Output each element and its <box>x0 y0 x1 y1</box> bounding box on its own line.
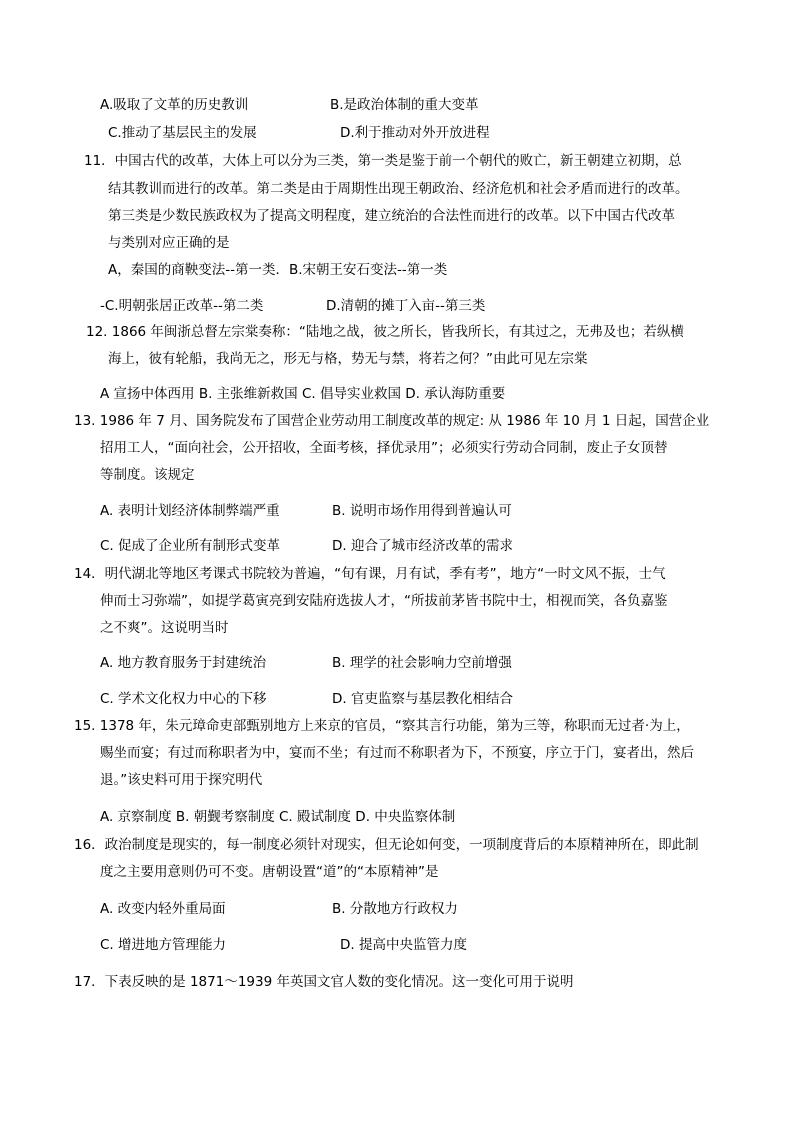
q11-option-d: D.清朝的摊丁入亩--第三类 <box>326 298 486 314</box>
q15-stem-line: 15. 1378 年，朱元璋命吏部甄别地方上来京的官员，“察其言行功能，第为三等，称职而无过者·为上， <box>74 718 690 734</box>
q10-option-b: B.是政治体制的重大变革 <box>330 97 479 113</box>
q11-option-c: -C.明朝张居正改革--第二类 <box>100 298 264 314</box>
q11-options-ab: A，秦国的商鞅变法--第一类．B.宋朝王安石变法--第一类 <box>108 262 448 278</box>
q10-option-d: D.利于推动对外开放进程 <box>340 125 490 141</box>
q14-stem-line: 之不爽”。这说明当时 <box>100 620 229 636</box>
q17-stem-line: 17．下表反映的是 1871～1939 年英国文官人数的变化情况。这一变化可用于说明 <box>74 974 574 990</box>
q10-option-a: A.吸取了文革的历史教训 <box>100 97 249 113</box>
q14-option-a: A. 地方教育服务于封建统治 <box>100 655 267 671</box>
q11-stem-line: 与类别对应正确的是 <box>108 235 230 251</box>
q13-stem-line: 13. 1986 年 7 月、国务院发布了国营企业劳动用工制度改革的规定: 从 1986 年 10 月 1 日起，国营企业 <box>74 413 710 429</box>
q12-stem-line: 12. 1866 年闽浙总督左宗棠奏称：“陆地之战，彼之所长，皆我所长，有其过之，无弗及也；若纵横 <box>86 324 684 340</box>
q14-option-b: B. 理学的社会影响力空前增强 <box>332 655 512 671</box>
q16-stem-line: 16．政治制度是现实的，每一制度必须针对现实，但无论如何变，一项制度背后的本原精神所在，即此制 <box>74 837 699 853</box>
q16-option-a: A. 改变内轻外重局面 <box>100 901 226 917</box>
q16-option-d: D. 提高中央监管力度 <box>340 937 467 953</box>
q16-option-b: B. 分散地方行政权力 <box>332 901 458 917</box>
q16-stem-line: 度之主要用意则仍可不变。唐朝设置“道”的“本原精神”是 <box>100 864 439 880</box>
q13-option-c: C. 促成了企业所有制形式变革 <box>100 538 281 554</box>
q13-stem-line: 等制度。该规定 <box>100 467 195 483</box>
q14-option-c: C. 学术文化权力中心的下移 <box>100 691 267 707</box>
q14-stem-line: 伸而士习弥端”，如提学葛寅亮到安陆府选拔人才，“所拔前茅皆书院中士，相视而笑，各负嘉鉴 <box>100 593 668 609</box>
q13-option-d: D. 迎合了城市经济改革的需求 <box>332 538 513 554</box>
q12-stem-line: 海上，彼有轮船，我尚无之，形无与格，势无与禁，将若之何？”由此可见左宗棠 <box>108 351 588 367</box>
q15-stem-line: 退。”该史料可用于探究明代 <box>100 772 263 788</box>
q15-options: A. 京察制度 B. 朝觐考察制度 C. 殿试制度 D. 中央监察体制 <box>100 809 456 825</box>
q13-option-a: A. 表明计划经济体制弊端严重 <box>100 503 280 519</box>
q11-stem-line: 11．中国古代的改革，大体上可以分为三类，第一类是鉴于前一个朝代的败亡，新王朝建立初期，总 <box>84 153 682 169</box>
q11-stem-line: 第三类是少数民族政权为了提高文明程度，建立统治的合法性而进行的改革。以下中国古代改革 <box>108 208 675 224</box>
q13-option-b: B. 说明市场作用得到普遍认可 <box>332 503 512 519</box>
q13-stem-line: 招用工人，“面向社会，公开招收，全面考核，择优录用”；必须实行劳动合同制，废止子女顶替 <box>100 440 668 456</box>
q11-stem-line: 结其教训而进行的改革。第二类是由于周期性出现王朝政治、经济危机和社会矛盾而进行的改革。 <box>108 181 689 197</box>
q14-option-d: D. 官吏监察与基层教化相结合 <box>332 691 513 707</box>
q14-stem-line: 14．明代湖北等地区考课式书院较为普遍，“旬有课，月有试，季有考”，地方“一时文风不振，士气 <box>74 566 666 582</box>
q12-options: A 宣扬中体西用 B. 主张维新救国 C. 倡导实业救国 D. 承认海防重要 <box>100 386 506 402</box>
q10-option-c: C.推动了基层民主的发展 <box>108 125 257 141</box>
q15-stem-line: 赐坐而宴；有过而称职者为中，宴而不坐；有过而不称职者为下，不预宴，序立于门，宴者出，然后 <box>100 745 694 761</box>
q16-option-c: C. 增进地方管理能力 <box>100 937 227 953</box>
